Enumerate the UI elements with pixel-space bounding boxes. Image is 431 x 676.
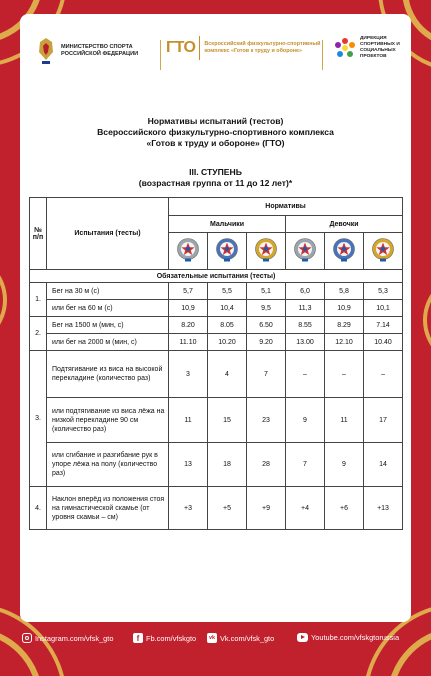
coat-of-arms-icon xyxy=(36,36,56,66)
col-num-header: № п/п xyxy=(30,198,47,270)
bronze-medal-icon xyxy=(176,237,200,265)
vk-icon: vk xyxy=(209,635,215,641)
norm-value: +9 xyxy=(247,487,286,530)
row-number: 2. xyxy=(30,317,47,351)
norm-value: 7 xyxy=(286,443,325,487)
bronze-medal-icon xyxy=(293,237,317,265)
norm-value: 9 xyxy=(286,398,325,443)
medal-cell xyxy=(325,233,364,270)
table-row xyxy=(30,317,403,334)
norm-value: 4 xyxy=(208,351,247,398)
norm-value: 6,0 xyxy=(286,283,325,300)
norm-value: 5,7 xyxy=(169,283,208,300)
norm-value: 11 xyxy=(325,398,364,443)
norm-value: – xyxy=(325,351,364,398)
norm-value: +6 xyxy=(325,487,364,530)
medal-cell xyxy=(247,233,286,270)
medal-cell xyxy=(169,233,208,270)
test-name: Наклон вперёд из положения стоя на гимнастической скамье (от уровня скамьи – см) xyxy=(47,487,169,530)
stage-title xyxy=(20,167,411,189)
gold-medal-icon xyxy=(371,237,395,265)
norm-value: 5,1 xyxy=(247,283,286,300)
boys-header: Мальчики xyxy=(169,216,286,233)
norm-value: 8.05 xyxy=(208,317,247,334)
norm-value: 11 xyxy=(169,398,208,443)
table-row xyxy=(30,398,403,443)
norm-value: – xyxy=(286,351,325,398)
title-line: Всероссийского физкультурно-спортивного комплекса xyxy=(97,127,334,137)
stage-name: III. СТУПЕНЬ xyxy=(189,167,242,177)
test-name: или бег на 60 м (с) xyxy=(47,300,169,317)
girls-header: Девочки xyxy=(286,216,403,233)
test-name: Бег на 30 м (с) xyxy=(47,283,169,300)
medal-cell xyxy=(208,233,247,270)
test-name: или подтягивание из виса лёжа на низкой перекладине 90 см (количество раз) xyxy=(47,398,169,443)
norm-value: 5,5 xyxy=(208,283,247,300)
title-line: «Готов к труду и обороне» (ГТО) xyxy=(146,138,285,148)
ministry-logo xyxy=(36,36,145,66)
norm-value: 18 xyxy=(208,443,247,487)
norm-value: 13.00 xyxy=(286,334,325,351)
table-row xyxy=(30,334,403,351)
youtube-link[interactable] xyxy=(297,633,399,642)
norm-value: +3 xyxy=(169,487,208,530)
directorate-star-icon xyxy=(334,37,356,59)
required-section-label: Обязательные испытания (тесты) xyxy=(30,270,403,283)
table-row xyxy=(30,300,403,317)
table-row xyxy=(30,487,403,530)
norm-value: 14 xyxy=(364,443,403,487)
norm-value: 11,3 xyxy=(286,300,325,317)
facebook-icon: f xyxy=(133,633,143,643)
header-divider xyxy=(322,40,323,70)
gold-medal-icon xyxy=(254,237,278,265)
table-header-row xyxy=(30,198,403,216)
gto-logo xyxy=(166,36,324,60)
norm-value: 9.20 xyxy=(247,334,286,351)
norm-value: – xyxy=(364,351,403,398)
table-row xyxy=(30,351,403,398)
norm-value: 10,4 xyxy=(208,300,247,317)
vk-link-label: Vk.com/vfsk_gto xyxy=(220,633,275,643)
instagram-link[interactable] xyxy=(22,633,113,643)
norm-value: 10.20 xyxy=(208,334,247,351)
norm-value: 9 xyxy=(325,443,364,487)
youtube-link-label: Youtube.com/vfskgtorussia xyxy=(311,633,400,642)
instagram-icon xyxy=(22,633,32,643)
test-name: или сгибание и разгибание рук в упоре лёжа на полу (количество раз) xyxy=(47,443,169,487)
test-name: Бег на 1500 м (мин, с) xyxy=(47,317,169,334)
medal-cell xyxy=(286,233,325,270)
norm-value: 10,1 xyxy=(364,300,403,317)
header-divider xyxy=(160,40,161,70)
norm-value: 5,8 xyxy=(325,283,364,300)
header-logos xyxy=(20,14,411,94)
norm-value: 12.10 xyxy=(325,334,364,351)
col-tests-header: Испытания (тесты) xyxy=(47,198,169,270)
gto-divider xyxy=(199,36,200,60)
vk-link[interactable] xyxy=(207,633,274,643)
row-number: 1. xyxy=(30,283,47,317)
norm-value: 8.55 xyxy=(286,317,325,334)
col-norms-header: Нормативы xyxy=(169,198,403,216)
norm-value: 7.14 xyxy=(364,317,403,334)
norm-value: +5 xyxy=(208,487,247,530)
norm-value: 6.50 xyxy=(247,317,286,334)
facebook-link-label: Fb.com/vfskgto xyxy=(146,633,197,643)
norm-value: 10,9 xyxy=(325,300,364,317)
norm-value: 7 xyxy=(247,351,286,398)
norm-value: 17 xyxy=(364,398,403,443)
test-name: или бег на 2000 м (мин, с) xyxy=(47,334,169,351)
norm-value: 9,5 xyxy=(247,300,286,317)
medal-cell xyxy=(364,233,403,270)
document-title xyxy=(20,116,411,149)
norm-value: 28 xyxy=(247,443,286,487)
title-line: Нормативы испытаний (тестов) xyxy=(147,116,284,126)
facebook-link[interactable] xyxy=(133,633,196,643)
silver-medal-icon xyxy=(215,237,239,265)
row-number: 3. xyxy=(30,351,47,487)
norms-table xyxy=(29,197,403,530)
table-row xyxy=(30,443,403,487)
gto-mark: ГТО xyxy=(166,39,196,56)
gto-name: Всероссийский физкультурно-спортивный комплекс «Готов к труду и обороне» xyxy=(204,41,321,54)
norm-value: 11.10 xyxy=(169,334,208,351)
test-name: Подтягивание из виса на высокой перекладине (количество раз) xyxy=(47,351,169,398)
norm-value: 5,3 xyxy=(364,283,403,300)
norm-value: 15 xyxy=(208,398,247,443)
row-number: 4. xyxy=(30,487,47,530)
norm-value: 23 xyxy=(247,398,286,443)
required-section-row xyxy=(30,270,403,283)
norm-value: 8.29 xyxy=(325,317,364,334)
silver-medal-icon xyxy=(332,237,356,265)
norm-value: 3 xyxy=(169,351,208,398)
footer xyxy=(0,630,431,650)
norm-value: 13 xyxy=(169,443,208,487)
norm-value: +4 xyxy=(286,487,325,530)
age-group: (возрастная группа от 11 до 12 лет)* xyxy=(138,178,293,188)
content-card xyxy=(20,14,411,622)
norm-value: 8.20 xyxy=(169,317,208,334)
norm-value: 10,9 xyxy=(169,300,208,317)
ministry-name: МИНИСТЕРСТВО СПОРТА РОССИЙСКОЙ ФЕДЕРАЦИИ xyxy=(61,44,139,57)
norm-value: 10.40 xyxy=(364,334,403,351)
instagram-link-label: Instagram.com/vfsk_gto xyxy=(35,633,114,643)
norm-value: +13 xyxy=(364,487,403,530)
youtube-icon xyxy=(297,633,308,642)
directorate-name: ДИРЕКЦИЯ СПОРТИВНЫХ И СОЦИАЛЬНЫХ ПРОЕКТОВ xyxy=(360,36,400,59)
table-row xyxy=(30,283,403,300)
directorate-logo xyxy=(334,36,416,60)
